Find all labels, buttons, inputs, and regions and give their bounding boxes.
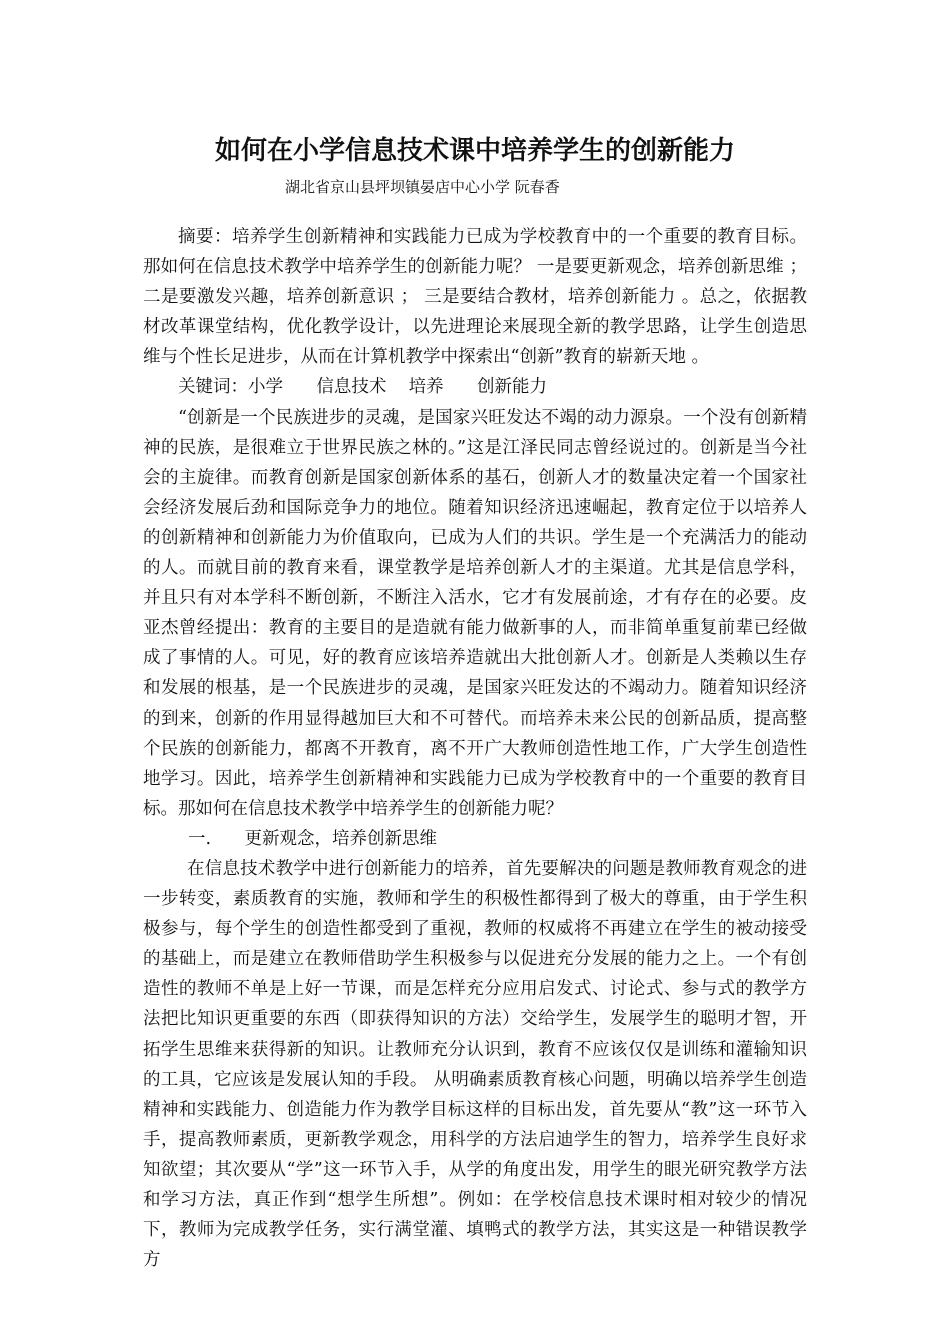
- document-title: 如何在小学信息技术课中培养学生的创新能力: [214, 136, 735, 166]
- document-body: [143, 222, 807, 1275]
- keywords-line: 关键词：小学 信息技术 培养 创新能力: [178, 377, 548, 398]
- section-heading-1: 一. 更新观念，培养创新思维: [188, 828, 437, 849]
- section-1-paragraph: 在信息技术教学中进行创新能力的培养，首先要解决的问题是教师教育观念的进一步转变，素质教育的实施，教师和学生的积极性都得到了极大的尊重，由于学生积极参与，每个学生的创造性都受到了重视，教师的权威将不再建立在学生的被动接受的基础上，而是建立在教师借助学生积极参与以促进充分发展的能力之上。一个有创造性的教师不单是上好一节课，而是怎样充分应用启发式、讨论式、参与式的教学方法把比知识更重要的东西（即获得知识的方法）交给学生，发展学生的聪明才智，开拓学生思维来获得新的知识。让教师充分认识到，教育不应该仅仅是训练和灌输知识的工具，它应该是发展认知的手段。 从明确素质教育核心问题，明确以培养学生创造精神和实践能力、创造能力作为教学目标这样的目标出发，首先要从“教”这一环节入手，提高教师素质，更新教学观念，用科学的方法启迪学生的智力，培养学生良好求知欲望；其次要从“学”这一环节入手，从学的角度出发，用学生的眼光研究教学方法和学习方法，真正作到“想学生所想”。例如：在学校信息技术课时相对较少的情况下，教师为完成教学任务，实行满堂灌、填鸭式的教学方法，其实这是一种错误教学方: [143, 858, 807, 1271]
- intro-paragraph: “创新是一个民族进步的灵魂，是国家兴旺发达不竭的动力源泉。一个没有创新精神的民族，是很难立于世界民族之林的。”这是江泽民同志曾经说过的。创新是当今社会的主旋律。而教育创新是国家创新体系的基石，创新人才的数量决定着一个国家社会经济发展后劲和国际竞争力的地位。随着知识经济迅速崛起，教育定位于以培养人的创新精神和创新能力为价值取向，已成为人们的共识。学生是一个充满活力的能动的人。而就目前的教育来看，课堂教学是培养创新人才的主渠道。尤其是信息学科，并且只有对本学科不断创新，不断注入活水，它才有发展前途，才有存在的必要。皮亚杰曾经提出：教育的主要目的是造就有能力做新事的人，而非简单重复前辈已经做成了事情的人。可见，好的教育应该培养造就出大批创新人才。创新是人类赖以生存和发展的根基，是一个民族进步的灵魂，是国家兴旺发达的不竭动力。随着知识经济的到来，创新的作用显得越加巨大和不可替代。而培养未来公民的创新品质，提高整个民族的创新能力，都离不开教育，离不开广大教师创造性地工作，广大学生创造性地学习。因此，培养学生创新精神和实践能力已成为学校教育中的一个重要的教育目标。那如何在信息技术教学中培养学生的创新能力呢？: [143, 407, 807, 819]
- abstract-paragraph: 摘要：培养学生创新精神和实践能力已成为学校教育中的一个重要的教育目标。那如何在信息技术教学中培养学生的创新能力呢？ 一是要更新观念，培养创新思维 ；二是要激发兴趣，培养创新意识 ； 三是要结合教材，培养创新能力 。总之，依据教材改革课堂结构，优化教学设计，以先进理论来展现全新的教学思路，让学生创造思维与个性长足进步，从而在计算机教学中探索出“创新”教育的崭新天地 。: [143, 227, 807, 368]
- author-line: 湖北省京山县坪坝镇晏店中心小学 阮春香: [285, 178, 560, 196]
